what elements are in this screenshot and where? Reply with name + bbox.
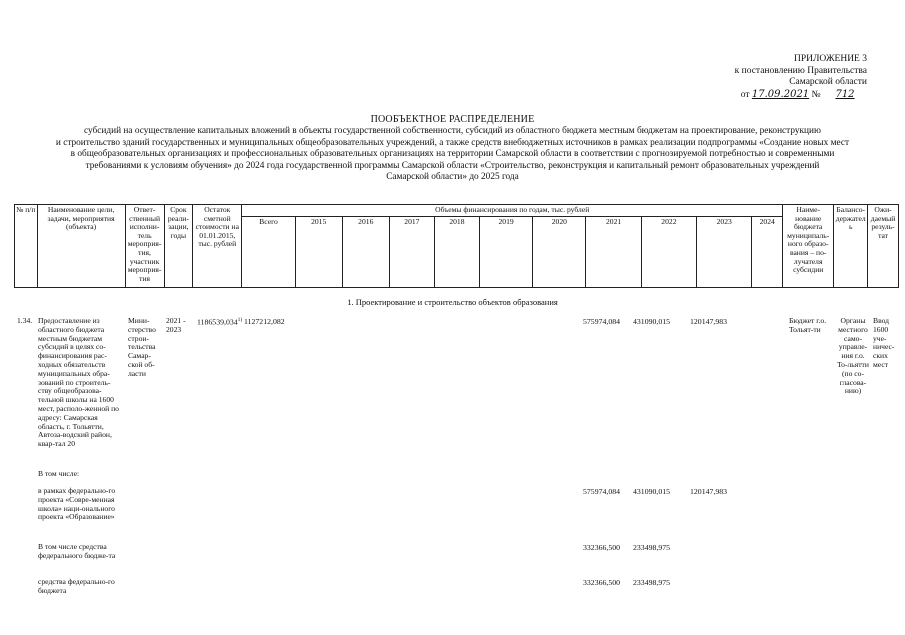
subtitle-line: субсидий на осуществление капитальных вложений в объекты государственной собственности, субсидий из областного бюджета местным бюджетам на проектирование, реконструкцию xyxy=(84,126,821,136)
header-year: 2021 xyxy=(586,216,641,287)
row-federal-project-2021: 575974,084 xyxy=(583,487,621,496)
subtitle-line: в общеобразовательных организациях и профессиональных образовательных организациях на территории Самарской области в соответствии с прогнозируемой потребностью и современными xyxy=(70,149,835,160)
header-year: 2020 xyxy=(533,216,586,287)
section-title: 1. Проектирование и строительство объектов образования xyxy=(347,297,558,307)
header-year: 2016 xyxy=(342,216,389,287)
row-federal-funds-name: средства федерально-го бюджета xyxy=(38,577,115,595)
document-title: ПООБЪЕКТНОЕ РАСПРЕДЕЛЕНИЕ xyxy=(370,114,535,125)
handwritten-number: 712 xyxy=(835,88,855,100)
row-2022: 431090,015 xyxy=(633,317,671,326)
header-budget: Наиме-нование бюджета муниципаль-ного образо-вания – по-лучателя субсидии xyxy=(783,205,834,288)
financing-table-header xyxy=(14,204,899,288)
row-number: 1.34. xyxy=(17,316,33,325)
header-year: 2017 xyxy=(389,216,434,287)
row-including-label: В том числе: xyxy=(38,469,80,478)
row-federal-project-2023: 120147,983 xyxy=(690,487,728,496)
appendix-title: ПРИЛОЖЕНИЕ 3 xyxy=(793,54,867,64)
header-executor: Ответ-ственный исполни-тель мероприя-тия, участник мероприя-тия xyxy=(125,205,164,288)
row-federal-project-name: в рамках федерально-го проекта «Совре-менная школа» наци-онального проекта «Образование» xyxy=(38,486,116,522)
row-federal-incl-2021: 332366,500 xyxy=(583,543,621,552)
appendix-decree: к постановлению Правительства xyxy=(734,65,867,76)
remaining-cost-note: 1) xyxy=(237,317,243,323)
header-year: 2023 xyxy=(697,216,752,287)
header-remaining-cost: Остаток сметной стоимости на 01.01.2015, тыс. рублей xyxy=(193,205,242,288)
subtitle-line: требованиями к условиям обучения» до 2024 года государственной программы Самарской области «Строительство, реконструкция и капитальный ремонт образовательных учреждений xyxy=(85,160,820,171)
row-remaining-cost xyxy=(197,317,242,327)
header-year: 2018 xyxy=(434,216,479,287)
header-year: 2022 xyxy=(641,216,696,287)
subtitle-line: и строительство зданий государственных и муниципальных общеобразовательных учреждений, а также средств внебюджетных источников в рамках реализации подпрограммы «Создание новых мест xyxy=(55,137,850,148)
subtitle-line: Самарской области» до 2025 года xyxy=(386,172,519,183)
header-result: Ожи-даемый резуль-тат xyxy=(868,205,899,288)
header-year: Всего xyxy=(242,216,295,287)
header-holder: Балансо-держатель xyxy=(834,205,868,288)
row-2023: 120147,983 xyxy=(690,317,728,326)
row-executor: Мини-стерство строи-тельства Самар-ской об-ласти xyxy=(128,316,156,378)
header-name: Наименование цели, задачи, мероприятия (объекта) xyxy=(37,205,125,288)
header-volumes: Объемы финансирования по годам, тыс. рублей xyxy=(242,205,783,217)
row-federal-incl-name: В том числе средства федерального бюдже-та xyxy=(38,542,116,560)
row-federal-incl-2022: 233498,975 xyxy=(633,543,671,552)
header-year: 2019 xyxy=(479,216,532,287)
row-total: 1127212,082 xyxy=(244,317,285,326)
appendix-region: Самарской области xyxy=(789,77,867,87)
handwritten-date: 17.09.2021 xyxy=(751,88,810,100)
row-holder: Органы местного само-управле-ния г.о. То-льятти (по со-гласова-нию) xyxy=(837,316,869,396)
header-year: 2024 xyxy=(752,216,783,287)
row-federal-funds-2022: 233498,975 xyxy=(633,578,671,587)
appendix-block xyxy=(735,54,867,101)
header-year: 2015 xyxy=(295,216,342,287)
row-2021: 575974,084 xyxy=(583,317,621,326)
row-federal-project-2022: 431090,015 xyxy=(633,487,671,496)
row-name: Предоставление из областного бюджета местным бюджетам субсидий в целях со-финансирования рас-ходных обязательств муниципальных обра-зований по строитель-ству общеобразова-тельной школы на 1600 мест, располо-женной по адресу: Самарская область, г. Тольятти, Автоза-водский район, квар-тал 20 xyxy=(38,316,119,449)
header-term: Срок реали-зации, годы xyxy=(164,205,193,288)
date-prefix: от xyxy=(740,89,750,100)
header-num: № п/п xyxy=(15,205,38,288)
remaining-cost-value: 1186539,034 xyxy=(197,317,238,327)
row-term: 2021 - 2023 xyxy=(166,316,186,334)
document-subtitle xyxy=(10,126,895,184)
number-prefix: № xyxy=(811,89,821,100)
row-federal-funds-2021: 332366,500 xyxy=(583,578,621,587)
appendix-date-line xyxy=(735,89,867,102)
row-result: Ввод 1600 уче-ничес-ских мест xyxy=(873,316,895,369)
row-budget: Бюджет г.о. Тольят-ти xyxy=(789,316,827,334)
